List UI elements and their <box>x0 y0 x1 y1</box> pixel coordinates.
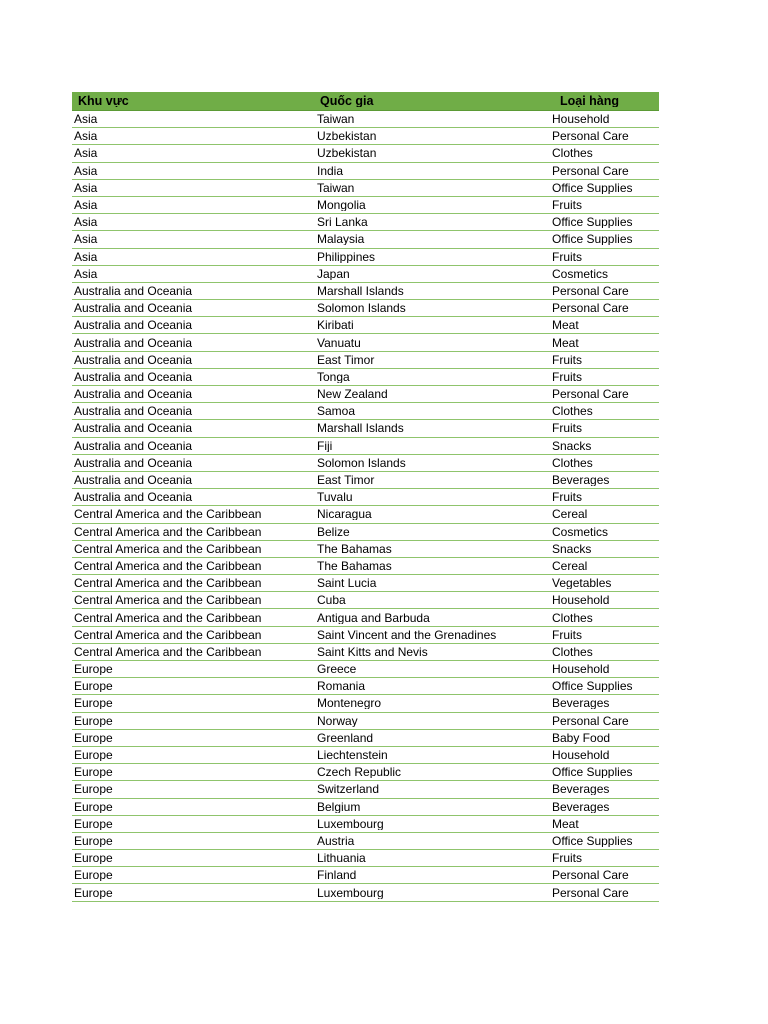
table-row <box>72 816 659 833</box>
cell-item-type: Household <box>552 663 610 676</box>
table-row <box>72 506 659 523</box>
table-row <box>72 197 659 214</box>
table-body <box>72 111 659 902</box>
cell-item-type: Fruits <box>552 370 582 383</box>
cell-item-type: Office Supplies <box>552 216 633 229</box>
cell-region: Central America and the Caribbean <box>74 594 262 607</box>
table-row <box>72 524 659 541</box>
cell-region: Europe <box>74 817 113 830</box>
cell-region: Europe <box>74 731 113 744</box>
cell-country: Sri Lanka <box>317 216 368 229</box>
cell-item-type: Beverages <box>552 783 610 796</box>
cell-region: Central America and the Caribbean <box>74 628 262 641</box>
cell-country: Norway <box>317 714 358 727</box>
cell-region: Central America and the Caribbean <box>74 577 262 590</box>
cell-item-type: Personal Care <box>552 714 629 727</box>
table-row <box>72 266 659 283</box>
cell-region: Australia and Oceania <box>74 439 193 452</box>
cell-item-type: Clothes <box>552 405 593 418</box>
cell-item-type: Clothes <box>552 456 593 469</box>
cell-item-type: Fruits <box>552 628 582 641</box>
cell-region: Central America and the Caribbean <box>74 525 262 538</box>
cell-country: Marshall Islands <box>317 284 404 297</box>
cell-region: Europe <box>74 852 113 865</box>
table-row <box>72 472 659 489</box>
cell-item-type: Meat <box>552 336 579 349</box>
cell-country: Mongolia <box>317 199 366 212</box>
cell-item-type: Meat <box>552 319 579 332</box>
table-row <box>72 541 659 558</box>
cell-country: The Bahamas <box>317 559 392 572</box>
table-row <box>72 867 659 884</box>
cell-country: Austria <box>317 834 355 847</box>
cell-country: New Zealand <box>317 388 388 401</box>
cell-country: Belize <box>317 525 350 538</box>
cell-country: The Bahamas <box>317 542 392 555</box>
table-row <box>72 781 659 798</box>
table-row <box>72 833 659 850</box>
table-row <box>72 231 659 248</box>
cell-country: Czech Republic <box>317 766 402 779</box>
cell-item-type: Household <box>552 113 610 126</box>
cell-item-type: Fruits <box>552 199 582 212</box>
cell-item-type: Office Supplies <box>552 181 633 194</box>
cell-region: Australia and Oceania <box>74 422 193 435</box>
table-row <box>72 678 659 695</box>
cell-country: Uzbekistan <box>317 147 377 160</box>
table-row <box>72 575 659 592</box>
cell-region: Europe <box>74 680 113 693</box>
cell-region: Asia <box>74 199 98 212</box>
cell-country: Switzerland <box>317 783 380 796</box>
cell-country: Tonga <box>317 370 350 383</box>
table-row <box>72 438 659 455</box>
cell-region: Europe <box>74 749 113 762</box>
cell-item-type: Fruits <box>552 250 582 263</box>
cell-country: India <box>317 164 344 177</box>
cell-region: Europe <box>74 663 113 676</box>
cell-item-type: Vegetables <box>552 577 612 590</box>
table-row <box>72 300 659 317</box>
cell-country: Saint Vincent and the Grenadines <box>317 628 497 641</box>
table-row <box>72 369 659 386</box>
cell-item-type: Beverages <box>552 800 610 813</box>
cell-country: Belgium <box>317 800 361 813</box>
cell-item-type: Fruits <box>552 353 582 366</box>
cell-country: Cuba <box>317 594 346 607</box>
cell-country: Luxembourg <box>317 886 384 899</box>
cell-item-type: Clothes <box>552 147 593 160</box>
table-row <box>72 249 659 266</box>
cell-region: Asia <box>74 164 98 177</box>
cell-region: Europe <box>74 783 113 796</box>
cell-country: Saint Lucia <box>317 577 377 590</box>
cell-item-type: Beverages <box>552 697 610 710</box>
cell-item-type: Fruits <box>552 422 582 435</box>
cell-item-type: Cosmetics <box>552 525 609 538</box>
cell-region: Australia and Oceania <box>74 474 193 487</box>
cell-country: Romania <box>317 680 366 693</box>
cell-item-type: Clothes <box>552 611 593 624</box>
table-row <box>72 661 659 678</box>
cell-item-type: Clothes <box>552 645 593 658</box>
cell-region: Asia <box>74 233 98 246</box>
cell-region: Australia and Oceania <box>74 284 193 297</box>
table-row <box>72 713 659 730</box>
cell-country: Malaysia <box>317 233 365 246</box>
cell-region: Europe <box>74 800 113 813</box>
cell-region: Europe <box>74 886 113 899</box>
cell-item-type: Personal Care <box>552 302 629 315</box>
cell-country: Samoa <box>317 405 356 418</box>
table-row <box>72 644 659 661</box>
cell-item-type: Personal Care <box>552 388 629 401</box>
cell-item-type: Snacks <box>552 439 592 452</box>
cell-country: Lithuania <box>317 852 366 865</box>
cell-region: Australia and Oceania <box>74 370 193 383</box>
table-row <box>72 695 659 712</box>
cell-region: Australia and Oceania <box>74 456 193 469</box>
cell-region: Australia and Oceania <box>74 336 193 349</box>
cell-region: Australia and Oceania <box>74 491 193 504</box>
data-table <box>72 92 659 902</box>
table-row <box>72 764 659 781</box>
cell-item-type: Cosmetics <box>552 267 609 280</box>
table-header-row <box>72 92 659 111</box>
cell-country: Uzbekistan <box>317 130 377 143</box>
cell-item-type: Fruits <box>552 852 582 865</box>
cell-region: Asia <box>74 181 98 194</box>
cell-item-type: Office Supplies <box>552 766 633 779</box>
cell-item-type: Household <box>552 749 610 762</box>
cell-region: Central America and the Caribbean <box>74 645 262 658</box>
cell-country: Saint Kitts and Nevis <box>317 645 428 658</box>
cell-region: Europe <box>74 766 113 779</box>
cell-region: Central America and the Caribbean <box>74 559 262 572</box>
cell-country: Luxembourg <box>317 817 384 830</box>
cell-region: Australia and Oceania <box>74 319 193 332</box>
cell-country: Taiwan <box>317 181 355 194</box>
cell-item-type: Cereal <box>552 559 588 572</box>
table-row <box>72 145 659 162</box>
cell-country: East Timor <box>317 474 375 487</box>
table-row <box>72 747 659 764</box>
cell-country: Japan <box>317 267 350 280</box>
cell-country: Nicaragua <box>317 508 372 521</box>
table-row <box>72 489 659 506</box>
cell-country: Antigua and Barbuda <box>317 611 430 624</box>
cell-region: Asia <box>74 250 98 263</box>
cell-item-type: Baby Food <box>552 731 611 744</box>
table-row <box>72 214 659 231</box>
cell-country: Philippines <box>317 250 376 263</box>
cell-item-type: Office Supplies <box>552 233 633 246</box>
cell-country: Montenegro <box>317 697 382 710</box>
cell-item-type: Cereal <box>552 508 588 521</box>
table-row <box>72 180 659 197</box>
table-row <box>72 352 659 369</box>
table-row <box>72 111 659 128</box>
table-row <box>72 163 659 180</box>
cell-region: Asia <box>74 216 98 229</box>
cell-region: Australia and Oceania <box>74 388 193 401</box>
table-row <box>72 592 659 609</box>
cell-region: Central America and the Caribbean <box>74 508 262 521</box>
cell-item-type: Office Supplies <box>552 834 633 847</box>
cell-country: Fiji <box>317 439 333 452</box>
cell-item-type: Fruits <box>552 491 582 504</box>
cell-country: Kiribati <box>317 319 354 332</box>
cell-item-type: Beverages <box>552 474 610 487</box>
cell-item-type: Personal Care <box>552 284 629 297</box>
cell-item-type: Personal Care <box>552 164 629 177</box>
table-row <box>72 334 659 351</box>
cell-region: Central America and the Caribbean <box>74 542 262 555</box>
cell-item-type: Meat <box>552 817 579 830</box>
cell-country: Taiwan <box>317 113 355 126</box>
cell-region: Australia and Oceania <box>74 405 193 418</box>
cell-region: Asia <box>74 267 98 280</box>
cell-country: Greece <box>317 663 357 676</box>
cell-country: Vanuatu <box>317 336 361 349</box>
cell-region: Asia <box>74 113 98 126</box>
table-row <box>72 317 659 334</box>
cell-region: Europe <box>74 869 113 882</box>
table-row <box>72 420 659 437</box>
cell-country: Finland <box>317 869 357 882</box>
cell-item-type: Snacks <box>552 542 592 555</box>
cell-region: Europe <box>74 697 113 710</box>
header-region: Khu vực <box>78 94 129 108</box>
cell-item-type: Personal Care <box>552 869 629 882</box>
cell-region: Australia and Oceania <box>74 353 193 366</box>
cell-country: East Timor <box>317 353 375 366</box>
cell-item-type: Office Supplies <box>552 680 633 693</box>
cell-region: Australia and Oceania <box>74 302 193 315</box>
cell-country: Solomon Islands <box>317 302 406 315</box>
cell-region: Europe <box>74 834 113 847</box>
cell-item-type: Household <box>552 594 610 607</box>
table-row <box>72 403 659 420</box>
cell-region: Asia <box>74 147 98 160</box>
cell-country: Greenland <box>317 731 374 744</box>
table-row <box>72 884 659 901</box>
table-row <box>72 730 659 747</box>
cell-country: Liechtenstein <box>317 749 388 762</box>
table-row <box>72 799 659 816</box>
cell-region: Europe <box>74 714 113 727</box>
table-row <box>72 627 659 644</box>
cell-region: Asia <box>74 130 98 143</box>
table-row <box>72 850 659 867</box>
header-country: Quốc gia <box>320 94 374 108</box>
table-row <box>72 283 659 300</box>
table-row <box>72 386 659 403</box>
table-row <box>72 609 659 626</box>
table-row <box>72 128 659 145</box>
table-row <box>72 558 659 575</box>
cell-country: Marshall Islands <box>317 422 404 435</box>
cell-country: Tuvalu <box>317 491 353 504</box>
table-row <box>72 455 659 472</box>
cell-item-type: Personal Care <box>552 886 629 899</box>
cell-region: Central America and the Caribbean <box>74 611 262 624</box>
cell-item-type: Personal Care <box>552 130 629 143</box>
cell-country: Solomon Islands <box>317 456 406 469</box>
header-item-type: Loại hàng <box>560 94 620 108</box>
